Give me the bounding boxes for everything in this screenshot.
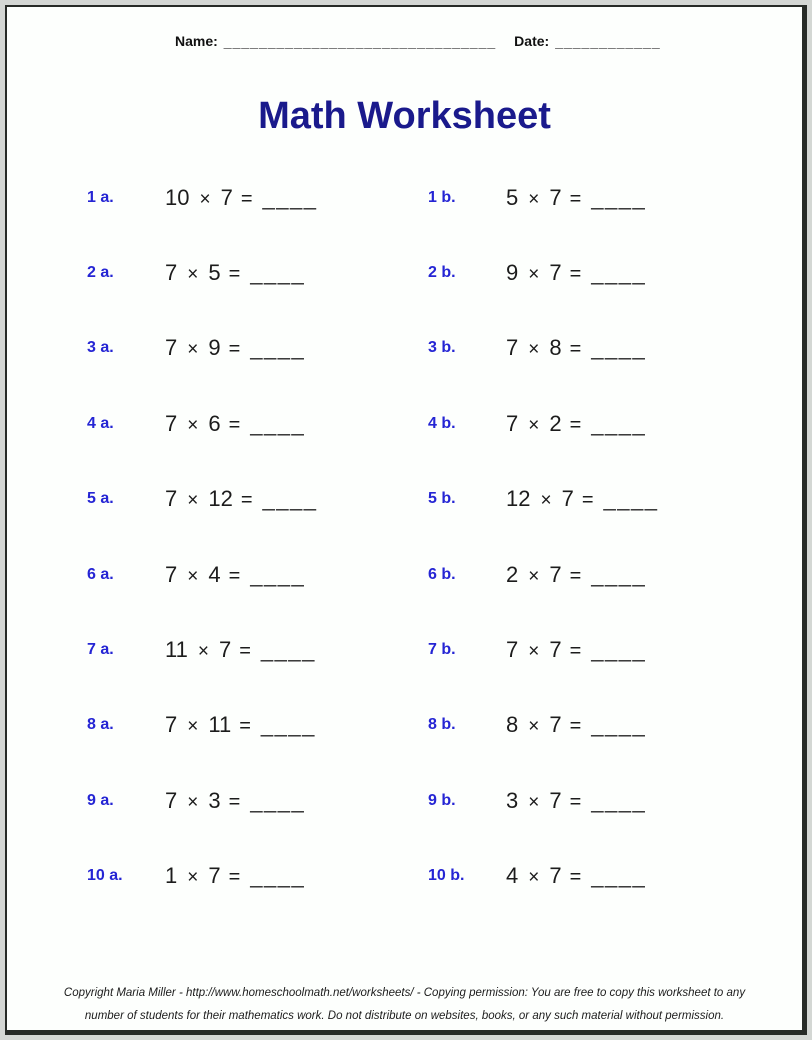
problem-number: 4 a. <box>87 414 114 432</box>
problem-number: 5 a. <box>87 490 114 508</box>
multiplication-sign: × <box>528 867 540 889</box>
problem-number: 3 a. <box>87 339 114 357</box>
problems-grid <box>87 160 769 914</box>
equals-sign: = <box>239 640 251 663</box>
equals-sign: = <box>569 413 582 436</box>
problem-1b <box>428 160 769 235</box>
answer-blank: ____ <box>591 561 647 587</box>
multiplication-sign: × <box>528 565 540 587</box>
problem-8b <box>428 688 769 763</box>
problem-10b <box>428 839 769 914</box>
factor-2: 7 <box>549 260 562 286</box>
answer-blank: ____ <box>250 561 306 587</box>
equation <box>506 788 646 814</box>
answer-blank: ____ <box>591 184 647 210</box>
answer-blank: ____ <box>591 410 647 436</box>
problem-number: 6 b. <box>428 565 456 583</box>
equation <box>506 637 646 663</box>
problem-1a <box>87 160 428 235</box>
multiplication-sign: × <box>528 716 540 738</box>
problem-9a <box>87 763 428 838</box>
problem-number: 4 b. <box>428 414 456 432</box>
copyright-line-2: number of students for their mathematics work. Do not distribute on websites, books, or any such material without permission. <box>84 1010 725 1022</box>
problem-7b <box>428 612 769 687</box>
answer-blank: ____ <box>591 712 647 738</box>
problem-10a <box>87 839 428 914</box>
equation <box>506 335 646 361</box>
answer-blank: ____ <box>250 863 306 889</box>
equals-sign: = <box>569 187 582 210</box>
equals-sign: = <box>240 489 253 512</box>
equation <box>506 486 658 512</box>
factor-1: 9 <box>506 260 519 286</box>
equation <box>165 185 317 211</box>
multiplication-sign: × <box>187 867 199 889</box>
factor-2: 2 <box>549 410 562 436</box>
worksheet-title: Math Worksheet <box>258 95 551 137</box>
factor-1: 7 <box>165 410 178 436</box>
date-label: Date: <box>514 33 550 49</box>
factor-2: 11 <box>208 712 232 738</box>
equation <box>165 260 305 286</box>
answer-blank: ____ <box>591 637 647 663</box>
equals-sign: = <box>569 564 582 587</box>
multiplication-sign: × <box>540 490 552 512</box>
problem-4b <box>428 386 769 461</box>
factor-2: 7 <box>218 637 232 663</box>
problem-6b <box>428 537 769 612</box>
equation <box>506 260 646 286</box>
problem-number: 10 b. <box>428 867 465 885</box>
equals-sign: = <box>228 413 241 436</box>
problem-5a <box>87 462 428 537</box>
problem-number: 10 a. <box>87 867 123 885</box>
problem-number: 3 b. <box>428 339 456 357</box>
factor-1: 11 <box>165 637 188 663</box>
multiplication-sign: × <box>528 641 540 663</box>
multiplication-sign: × <box>187 565 199 587</box>
answer-blank: ____ <box>260 637 316 663</box>
factor-2: 7 <box>549 712 562 738</box>
problem-number: 6 a. <box>87 565 114 583</box>
equals-sign: = <box>239 715 251 738</box>
equation <box>165 486 317 512</box>
problem-2a <box>87 235 428 310</box>
answer-blank: ____ <box>260 712 316 738</box>
problem-5b <box>428 462 769 537</box>
equals-sign: = <box>228 790 241 813</box>
equals-sign: = <box>569 640 582 663</box>
factor-2: 7 <box>208 863 221 889</box>
multiplication-sign: × <box>528 188 540 210</box>
equation <box>506 411 646 437</box>
multiplication-sign: × <box>199 188 211 210</box>
factor-1: 5 <box>506 184 519 210</box>
problem-8a <box>87 688 428 763</box>
multiplication-sign: × <box>528 414 540 436</box>
equation <box>165 562 305 588</box>
problem-number: 8 b. <box>428 716 456 734</box>
multiplication-sign: × <box>528 791 540 813</box>
equation <box>506 185 646 211</box>
name-line: _______________________________ <box>223 33 497 49</box>
problem-number: 2 a. <box>87 264 114 282</box>
name-label: Name: <box>175 33 218 49</box>
factor-2: 6 <box>208 410 221 436</box>
multiplication-sign: × <box>187 414 199 436</box>
answer-blank: ____ <box>262 184 318 210</box>
multiplication-sign: × <box>197 641 209 663</box>
factor-2: 3 <box>208 787 221 813</box>
equals-sign: = <box>228 866 241 889</box>
factor-2: 7 <box>549 561 562 587</box>
factor-1: 4 <box>506 863 519 889</box>
factor-1: 7 <box>165 787 178 813</box>
factor-2: 7 <box>549 637 562 663</box>
answer-blank: ____ <box>603 486 659 512</box>
factor-2: 7 <box>549 184 562 210</box>
problem-3b <box>428 311 769 386</box>
problem-number: 8 a. <box>87 716 114 734</box>
factor-2: 8 <box>549 335 562 361</box>
answer-blank: ____ <box>250 787 306 813</box>
equals-sign: = <box>569 790 582 813</box>
equation <box>165 637 316 663</box>
problem-number: 7 a. <box>87 641 114 659</box>
answer-blank: ____ <box>591 260 647 286</box>
problem-number: 7 b. <box>428 641 456 659</box>
factor-1: 7 <box>506 335 519 361</box>
problem-6a <box>87 537 428 612</box>
equals-sign: = <box>569 263 582 286</box>
equation <box>165 712 316 738</box>
factor-2: 7 <box>220 184 233 210</box>
answer-blank: ____ <box>250 410 306 436</box>
equation <box>506 712 646 738</box>
equals-sign: = <box>240 187 253 210</box>
multiplication-sign: × <box>528 264 540 286</box>
factor-1: 7 <box>165 561 178 587</box>
multiplication-sign: × <box>187 716 199 738</box>
factor-1: 3 <box>506 787 519 813</box>
factor-2: 5 <box>208 260 221 286</box>
factor-1: 8 <box>506 712 519 738</box>
factor-2: 7 <box>549 787 562 813</box>
problem-number: 1 b. <box>428 188 456 206</box>
equation <box>165 335 305 361</box>
factor-1: 1 <box>165 863 178 889</box>
multiplication-sign: × <box>187 264 199 286</box>
multiplication-sign: × <box>528 339 540 361</box>
answer-blank: ____ <box>591 863 647 889</box>
multiplication-sign: × <box>187 339 199 361</box>
problem-number: 5 b. <box>428 490 456 508</box>
problem-4a <box>87 386 428 461</box>
factor-1: 7 <box>506 410 519 436</box>
answer-blank: ____ <box>262 486 318 512</box>
problem-number: 9 a. <box>87 791 114 809</box>
problem-3a <box>87 311 428 386</box>
equals-sign: = <box>228 338 241 361</box>
answer-blank: ____ <box>250 260 306 286</box>
worksheet-page <box>5 5 807 1035</box>
equals-sign: = <box>581 489 594 512</box>
equation <box>506 863 646 889</box>
problem-number: 1 a. <box>87 188 114 206</box>
copyright-line-1: Copyright Maria Miller - http://www.homeschoolmath.net/worksheets/ - Copying permission: You are free to copy this worksheet to any <box>63 987 746 999</box>
equals-sign: = <box>228 564 241 587</box>
factor-2: 9 <box>208 335 221 361</box>
equals-sign: = <box>228 263 241 286</box>
factor-1: 10 <box>165 184 190 210</box>
equation <box>506 562 646 588</box>
equation <box>165 788 305 814</box>
factor-2: 4 <box>208 561 221 587</box>
answer-blank: ____ <box>250 335 306 361</box>
problem-number: 2 b. <box>428 264 456 282</box>
equals-sign: = <box>569 338 582 361</box>
factor-2: 12 <box>208 486 233 512</box>
name-date-row <box>175 33 661 49</box>
equation <box>165 863 305 889</box>
date-line: ____________ <box>555 33 661 49</box>
copyright-footer <box>7 982 802 1028</box>
factor-1: 7 <box>506 637 519 663</box>
problem-2b <box>428 235 769 310</box>
factor-2: 7 <box>549 863 562 889</box>
factor-1: 7 <box>165 712 178 738</box>
factor-1: 2 <box>506 561 519 587</box>
equation <box>165 411 305 437</box>
factor-1: 7 <box>165 486 178 512</box>
factor-1: 7 <box>165 260 178 286</box>
problem-9b <box>428 763 769 838</box>
multiplication-sign: × <box>187 791 199 813</box>
answer-blank: ____ <box>591 335 647 361</box>
multiplication-sign: × <box>187 490 199 512</box>
equals-sign: = <box>569 866 582 889</box>
factor-1: 12 <box>506 486 531 512</box>
factor-1: 7 <box>165 335 178 361</box>
problem-7a <box>87 612 428 687</box>
problem-number: 9 b. <box>428 791 456 809</box>
answer-blank: ____ <box>591 787 647 813</box>
factor-2: 7 <box>561 486 574 512</box>
equals-sign: = <box>569 715 582 738</box>
